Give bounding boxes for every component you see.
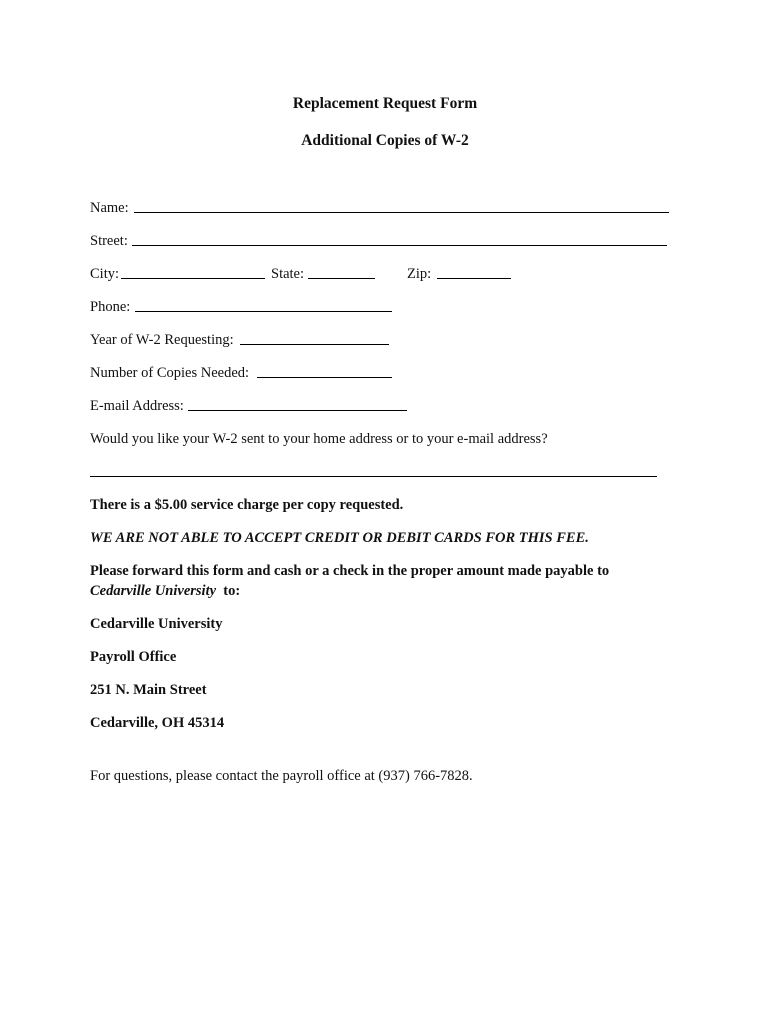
zip-field[interactable] (437, 278, 511, 279)
name-field[interactable] (134, 212, 669, 213)
zip-label: Zip: (407, 266, 432, 282)
phone-field[interactable] (135, 311, 392, 312)
delivery-question: Would you like your W-2 sent to your home address or to your e-mail address? (90, 431, 548, 447)
address-office: Payroll Office (90, 649, 177, 665)
fee-notice: There is a $5.00 service charge per copy requested. (90, 497, 404, 513)
street-field[interactable] (132, 245, 667, 246)
email-label: E-mail Address: (90, 398, 184, 414)
city-label: City: (90, 266, 120, 282)
form-subtitle: Additional Copies of W-2 (301, 132, 469, 149)
city-field[interactable] (121, 278, 265, 279)
form-title: Replacement Request Form (292, 95, 478, 112)
state-label: State: (271, 266, 305, 282)
payee-to: to: (223, 583, 241, 599)
address-street: 251 N. Main Street (90, 682, 207, 698)
address-city: Cedarville, OH 45314 (90, 715, 225, 731)
payment-warning: WE ARE NOT ABLE TO ACCEPT CREDIT OR DEBIT CARDS FOR THIS FEE. (90, 530, 589, 546)
copies-label: Number of Copies Needed: (90, 365, 250, 381)
year-field[interactable] (240, 344, 389, 345)
payee-line (90, 582, 240, 600)
email-field[interactable] (188, 410, 407, 411)
phone-label: Phone: (90, 299, 131, 315)
contact-note: For questions, please contact the payroll office at (937) 766-7828. (90, 768, 473, 784)
forward-instructions: Please forward this form and cash or a check in the proper amount made payable to (90, 563, 610, 579)
address-org: Cedarville University (90, 616, 223, 632)
delivery-answer-field[interactable] (90, 476, 657, 477)
name-label: Name: (90, 200, 129, 216)
year-label: Year of W-2 Requesting: (90, 332, 234, 348)
copies-field[interactable] (257, 377, 392, 378)
payee-name: Cedarville University (90, 583, 217, 599)
street-label: Street: (90, 233, 128, 249)
state-field[interactable] (308, 278, 375, 279)
